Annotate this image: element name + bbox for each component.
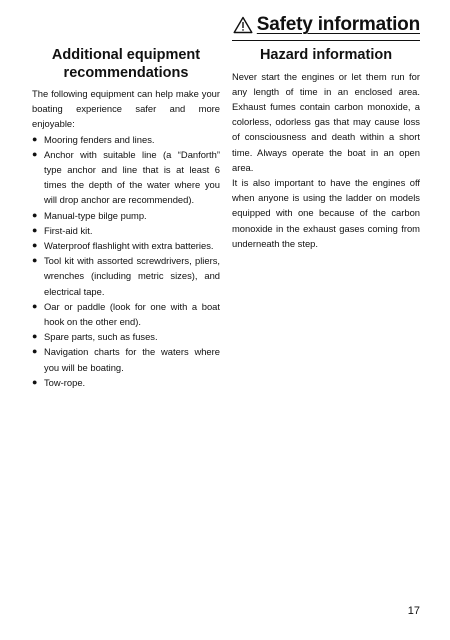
list-item: ● Mooring fenders and lines.	[32, 132, 220, 147]
bullet-icon: ●	[32, 331, 38, 342]
list-item: ● Navigation charts for the waters where you will be boating.	[32, 346, 220, 373]
bullet-icon: ●	[32, 224, 38, 235]
list-item: ● Waterproof flashlight with extra batteries.	[32, 238, 220, 253]
bullet-icon: ●	[32, 209, 38, 220]
page-header	[233, 14, 420, 36]
warning-triangle-icon	[233, 16, 253, 34]
list-item: ● Spare parts, such as fuses.	[32, 329, 220, 344]
list-item: ● Anchor with suitable line (a “Danforth” type anchor and line that is at least 6 times the depth of the water where you will drop anchor are recommended).	[32, 148, 220, 206]
list-item: ● Tow-rope.	[32, 375, 220, 390]
bullet-icon: ●	[32, 148, 38, 159]
right-column	[232, 47, 420, 251]
equipment-intro: The following equipment can help make your boating experience safer and more enjoyable:	[32, 88, 220, 130]
section-title: Safety information	[256, 14, 420, 35]
bullet-icon: ●	[32, 346, 38, 357]
hazard-heading: Hazard information	[259, 47, 393, 63]
left-column	[32, 47, 220, 390]
list-item: ● Oar or paddle (look for one with a boat hook on the other end).	[32, 300, 220, 328]
list-item: ● Tool kit with assorted screwdrivers, pliers, wrenches (including metric sizes), and electrical tape.	[32, 255, 220, 297]
bullet-icon: ●	[32, 240, 38, 251]
bullet-icon: ●	[32, 376, 38, 387]
bullet-icon: ●	[32, 300, 38, 311]
header-divider	[232, 40, 420, 41]
hazard-paragraph-1: Never start the engines or let them run for any length of time in an enclosed area. Exhaust fumes contain carbon monoxide, a colorless, odorless gas that may cause loss of consciousness and death within a short time. Always operate the boat in an open area.	[232, 70, 420, 173]
equipment-heading: Additional equipment recommendations	[51, 47, 201, 81]
list-item: ● First-aid kit.	[32, 223, 220, 238]
hazard-paragraph-2: It is also important to have the engines off when anyone is using the ladder on models equipped with one because of the carbon monoxide in the exhaust gases coming from underneath the step.	[232, 176, 420, 249]
list-item: ● Manual-type bilge pump.	[32, 208, 220, 223]
page-number: 17	[407, 605, 420, 617]
equipment-list	[32, 132, 220, 390]
bullet-icon: ●	[32, 133, 38, 144]
bullet-icon: ●	[32, 255, 38, 266]
